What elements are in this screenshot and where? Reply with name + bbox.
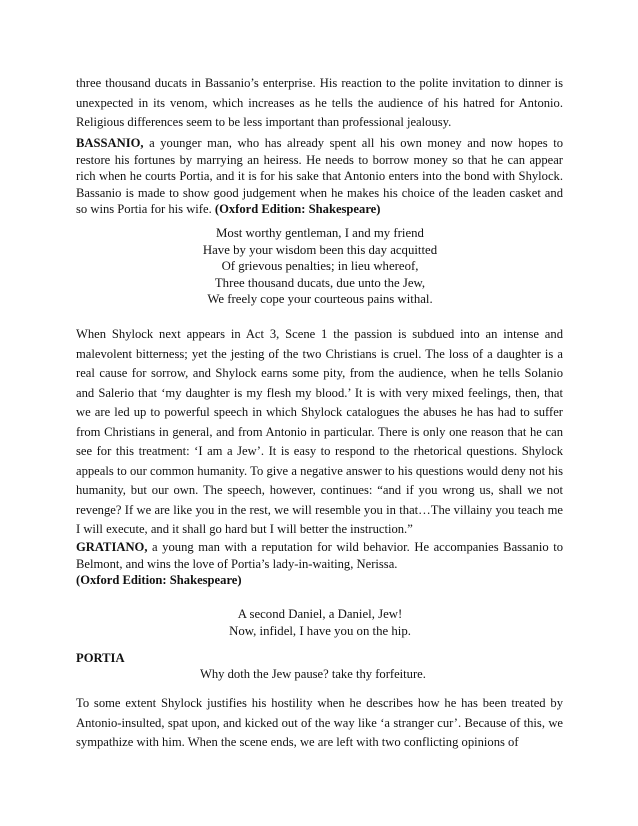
character-name-gratiano: GRATIANO, bbox=[76, 540, 148, 554]
source-citation: (Oxford Edition: Shakespeare) bbox=[214, 202, 381, 216]
paragraph-conclusion: To some extent Shylock justifies his hostility when he describes how he has been treated by Antonio-insulted, spat upon, and kicked out of the way like ‘a stranger cur’. Because of this, we sympathize with him. When the scene ends, we are left with two conflicting opinions of bbox=[76, 696, 563, 749]
character-description-text: a young man with a reputation for wild behavior. He accompanies Bassanio to Belmont, and wins the love of Portia’s lady-in-waiting, Nerissa. bbox=[76, 540, 563, 571]
verse-quote-bassanio bbox=[150, 225, 490, 308]
verse-line: Of grievous penalties; in lieu whereof, bbox=[221, 259, 419, 273]
paragraph-intro: three thousand ducats in Bassanio’s enterprise. His reaction to the polite invitation to dinner is unexpected in its venom, which increases as he tells the audience of his hatred for Antonio. Religious differences seem to be less important than professional jealousy. bbox=[76, 76, 563, 129]
character-description-gratiano bbox=[76, 539, 563, 589]
verse-line: Most worthy gentleman, I and my friend bbox=[216, 226, 424, 240]
verse-line: A second Daniel, a Daniel, Jew! bbox=[237, 607, 403, 621]
speaker-name-portia: PORTIA bbox=[76, 651, 125, 665]
verse-quote-gratiano bbox=[150, 606, 490, 639]
verse-line: We freely cope your courteous pains withal. bbox=[207, 292, 433, 306]
verse-line: Have by your wisdom been this day acquitted bbox=[202, 242, 438, 257]
character-description-text: a younger man, who has already spent all his own money and now hopes to restore his fortunes by marrying an heiress. He needs to borrow money so that he can appear rich when he courts Portia, and it is for his sake that Antonio enters into the bond with Shylock. Bassanio is made to show good judgement when he makes his choice of the leaden casket and so wins Portia for his wife. bbox=[76, 136, 563, 216]
character-name-bassanio: BASSANIO, bbox=[76, 136, 144, 150]
verse-line: Now, infidel, I have you on the hip. bbox=[229, 623, 411, 638]
source-citation: (Oxford Edition: Shakespeare) bbox=[76, 573, 242, 587]
character-description-bassanio bbox=[76, 135, 563, 218]
verse-line: Three thousand ducats, due unto the Jew, bbox=[214, 275, 426, 290]
paragraph-shylock-speech: When Shylock next appears in Act 3, Scene 1 the passion is subdued into an intense and malevolent bitterness; yet the jesting of the two Christians is cruel. The loss of a daughter is a real cause for sorrow, and Shylock earns some pity, from the audience, when he tells Solanio and Salerio that ‘my daughter is my flesh my blood.’ It is with very mixed feelings, then, that we are led up to powerful speech in which Shylock catalogues the abuses he has had to suffer from Christians in general, and from Antonio in particular. There is only one reason that he can see for this treatment: ‘I am a Jew’. It is easy to respond to the rhetorical questions. Shylock appeals to our common humanity. To give a negative answer to his questions would deny not his humanity, but our own. The speech, however, continues: “and if you wrong us, shall we not revenge? If we are like you in the rest, we will resemble you in that…The villainy you teach me I will execute, and it shall go hard but I will better the instruction.” bbox=[76, 327, 563, 536]
verse-line-portia: Why doth the Jew pause? take thy forfeiture. bbox=[200, 667, 426, 681]
